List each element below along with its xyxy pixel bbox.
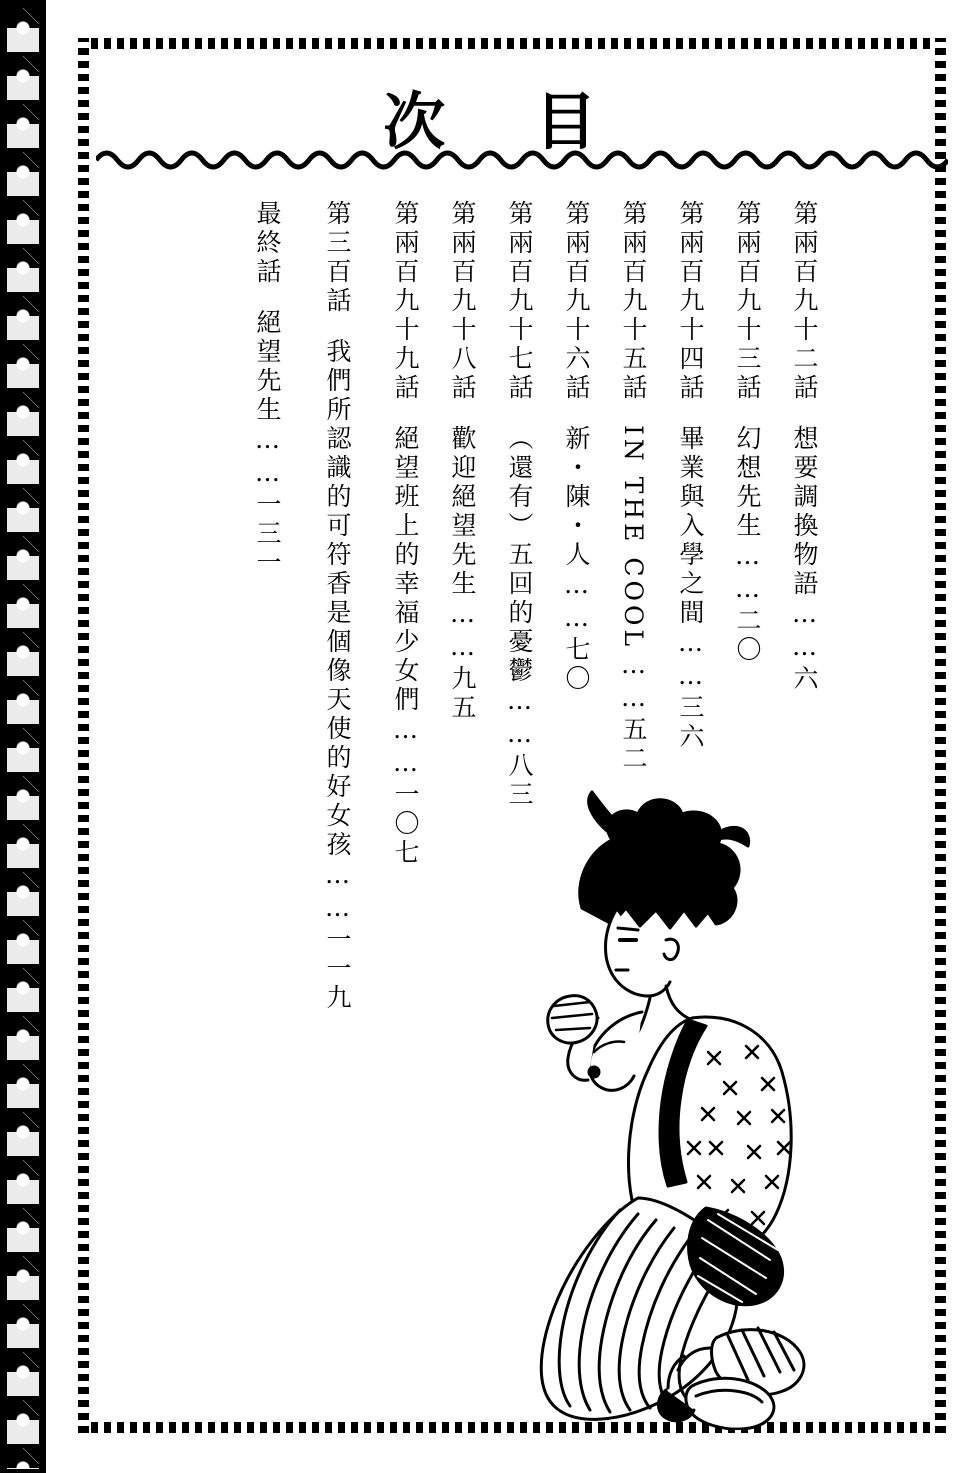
toc-entry-title: 新・陳・人: [562, 425, 591, 570]
toc-entry-number: 第兩百九十八話: [448, 200, 477, 403]
toc-entry-title: 歡迎絕望先生: [448, 425, 477, 599]
toc-entry-page: 七〇: [562, 636, 591, 694]
toc-entry[interactable]: [393, 200, 418, 868]
toc-entry-dots: ……: [253, 425, 282, 491]
toc-entry-page: 一一九: [323, 926, 352, 1013]
toc-entry-dots: ……: [323, 860, 352, 926]
toc-entry-number: 第兩百九十二話: [790, 200, 819, 403]
toc-entry-title: 幻想先生: [733, 425, 762, 541]
toc-entry[interactable]: [564, 200, 589, 694]
toc-entry[interactable]: [735, 200, 760, 665]
toc-entry[interactable]: [450, 200, 475, 723]
toc-entry[interactable]: [255, 200, 280, 578]
toc-entry-page: 五二: [619, 716, 648, 775]
toc-entry[interactable]: [792, 200, 817, 694]
toc-entry-number: 第兩百九十九話: [391, 200, 420, 403]
toc-entry-title: 畢業與入學之間: [676, 425, 705, 628]
toc-entry[interactable]: [678, 200, 703, 752]
wavy-divider: [96, 140, 948, 180]
toc-entry-dots: ……: [505, 686, 534, 752]
toc-entry-page: 六: [790, 665, 819, 694]
toc-entry[interactable]: [507, 200, 532, 810]
toc-entry-dots: ……: [676, 628, 705, 694]
toc-entry[interactable]: [621, 200, 646, 774]
toc-entry-number: 最終話: [253, 200, 282, 287]
illustration-kneeling-boy: [470, 790, 870, 1430]
toc-entry-page: 一〇七: [391, 781, 420, 868]
toc-entry-dots: ……: [448, 599, 477, 665]
toc-entry-page: 二〇: [733, 607, 762, 665]
toc-entry-title: 想要調換物語: [790, 425, 819, 599]
toc-entry-page: 一三一: [253, 491, 282, 578]
toc-entry-page: 三六: [676, 694, 705, 752]
toc-entry-page: 九五: [448, 665, 477, 723]
toc-entry-dots: ……: [619, 650, 648, 717]
toc-entry-title: 絕望先生: [253, 309, 282, 425]
toc-entry-number: 第兩百九十三話: [733, 200, 762, 403]
toc-entry-title: IN THE COOL: [619, 425, 648, 651]
toc-entry-number: 第兩百九十七話: [505, 200, 534, 403]
toc-entry-dots: ……: [391, 715, 420, 781]
toc-entry-dots: ……: [733, 541, 762, 607]
toc-entry-number: 第兩百九十五話: [619, 200, 648, 403]
page-title: 次 目: [383, 85, 631, 158]
toc-entry-dots: ……: [562, 570, 591, 636]
frame-border-top: [78, 38, 946, 49]
toc-entry-page: 八三: [505, 752, 534, 810]
toc-entry-number: 第兩百九十四話: [676, 200, 705, 403]
toc-entry[interactable]: [325, 200, 350, 1013]
toc-entry-title: （還有）五回的憂鬱: [505, 425, 534, 686]
toc-entry-number: 第三百話: [323, 200, 352, 316]
toc-entry-dots: ……: [790, 599, 819, 665]
toc-entry-title: 我們所認識的可符香是個像天使的好女孩: [323, 338, 352, 860]
toc-entry-number: 第兩百九十六話: [562, 200, 591, 403]
toc-entry-title: 絕望班上的幸福少女們: [391, 425, 420, 715]
